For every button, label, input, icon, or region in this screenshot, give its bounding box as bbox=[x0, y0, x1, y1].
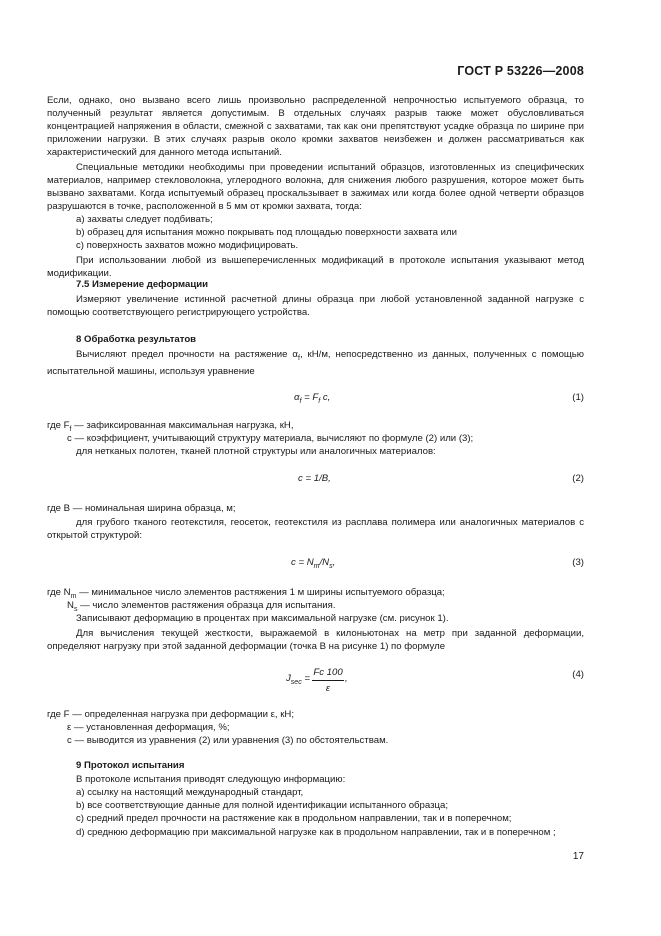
where-line: где $N_m$ — минимальное число элементов растяжения 1 м ширины испытуемого образца; bbox=[47, 587, 445, 600]
list-item: a) захваты следует подбивать; bbox=[76, 214, 213, 225]
paragraph-8: Для вычисления текущей жесткости, выражаемой в килоньютонах на метр при заданной деформации, определяют нагрузку при этой заданной деформации (точка B на рисунке 1) по формуле bbox=[47, 628, 584, 652]
where-line: где B — номинальная ширина образца, м; bbox=[47, 503, 236, 514]
list-item: b) все соответствующие данные для полной идентификации испытанного образца; bbox=[76, 800, 449, 811]
equation-4: $J_{sec}$ = bbox=[286, 673, 310, 686]
paragraph-2: Специальные методики необходимы при проведении испытаний образцов, изготовленных из специфических материалов, например стекловолокна, углеродного волокна, для снижения любого разрушения, которое может быть вызвано захватами. Когда испытуемый образец проскальзывает в зажимах или когда более одной четверти образцов разрушаются в точке, расположенной в 5 мм от кромки захвата, тогда: bbox=[47, 162, 584, 212]
list-item: b) образец для испытания можно покрывать под площадью поверхности захвата или bbox=[76, 227, 457, 238]
paragraph-4: Измеряют увеличение истинной расчетной длины образца при любой установленной заданной нагрузке с помощью соответствующего регистрирующего устройства. bbox=[47, 294, 584, 318]
section-7-5-heading: 7.5 Измерение деформации bbox=[76, 279, 209, 290]
document-header: ГОСТ Р 53226—2008 bbox=[457, 64, 584, 78]
paragraph-3: При использовании любой из вышеперечисленных модификаций в протоколе испытания указывают метод модификации. bbox=[47, 255, 584, 279]
fraction-bar bbox=[312, 680, 344, 681]
where-line: где $F_f$ — зафиксированная максимальная нагрузка, кН, bbox=[47, 420, 294, 433]
equation-1: $\alpha_f = F_f$ c, bbox=[294, 392, 331, 405]
list-item: c) средний предел прочности на растяжение как в продольном направлении, так и в поперечном; bbox=[76, 813, 512, 824]
equation-2: c = 1/B, bbox=[298, 473, 331, 484]
list-item: c) поверхность захватов можно модифицировать. bbox=[76, 240, 299, 251]
paragraph-6: для грубого тканого геотекстиля, геосеток, геотекстиля из расплава полимера или аналогичных материалов с открытой структурой: bbox=[47, 517, 584, 541]
where-line: c — выводится из уравнения (2) или уравнения (3) по обстоятельствам. bbox=[67, 735, 389, 746]
section-8-heading: 8 Обработка результатов bbox=[76, 334, 197, 345]
equation-number: (2) bbox=[572, 473, 584, 484]
page-number: 17 bbox=[572, 851, 584, 862]
list-item: a) ссылку на настоящий международный стандарт, bbox=[76, 787, 304, 798]
paragraph-5: Вычисляют предел прочности на растяжение $\alpha_f$, кН/м, непосредственно из данных, полученных с помощью испытательной машины, используя уравнение bbox=[47, 349, 584, 377]
paragraph-7: Записывают деформацию в процентах при максимальной нагрузке (см. рисунок 1). bbox=[76, 613, 449, 624]
where-line: для нетканых полотен, тканей плотной структуры или аналогичных материалов: bbox=[76, 446, 436, 457]
section-9-heading: 9 Протокол испытания bbox=[76, 760, 185, 771]
where-line: c — коэффициент, учитывающий структуру материала, вычисляют по формуле (2) или (3); bbox=[67, 433, 474, 444]
paragraph-9: В протоколе испытания приводят следующую информацию: bbox=[76, 774, 346, 785]
equation-4-comma: , bbox=[345, 673, 348, 684]
fraction-denominator: ε bbox=[325, 683, 331, 694]
paragraph-1: Если, однако, оно вызвано всего лишь произвольно распределенной непрочностью испытуемого образца, то полученный результат является допустимым. В отдельных случаях разрыв также может обусловливаться концентрацией напряжения в области, смежной с захватами, так как они препятствуют усадке образца по ширине при приложении нагрузки. В этих случаях разрыв около кромки захватов неизбежен и должен рассматриваться как характеристический для данного метода испытаний. bbox=[47, 95, 584, 158]
equation-number: (3) bbox=[572, 557, 584, 568]
list-item: d) среднюю деформацию при максимальной нагрузке как в продольном направлении, так и в поперечном ; bbox=[76, 827, 556, 838]
equation-3: $c = N_m/N_s$, bbox=[291, 557, 336, 570]
equation-4-fraction bbox=[312, 667, 344, 694]
equation-number: (1) bbox=[572, 392, 584, 403]
equation-number: (4) bbox=[572, 669, 584, 680]
where-line: $N_s$ — число элементов растяжения образца для испытания. bbox=[67, 600, 336, 613]
where-line: где F — определенная нагрузка при деформации ε, кН; bbox=[47, 709, 295, 720]
fraction-numerator: Fc 100 bbox=[313, 667, 343, 678]
where-line: ε — установленная деформация, %; bbox=[67, 722, 230, 733]
